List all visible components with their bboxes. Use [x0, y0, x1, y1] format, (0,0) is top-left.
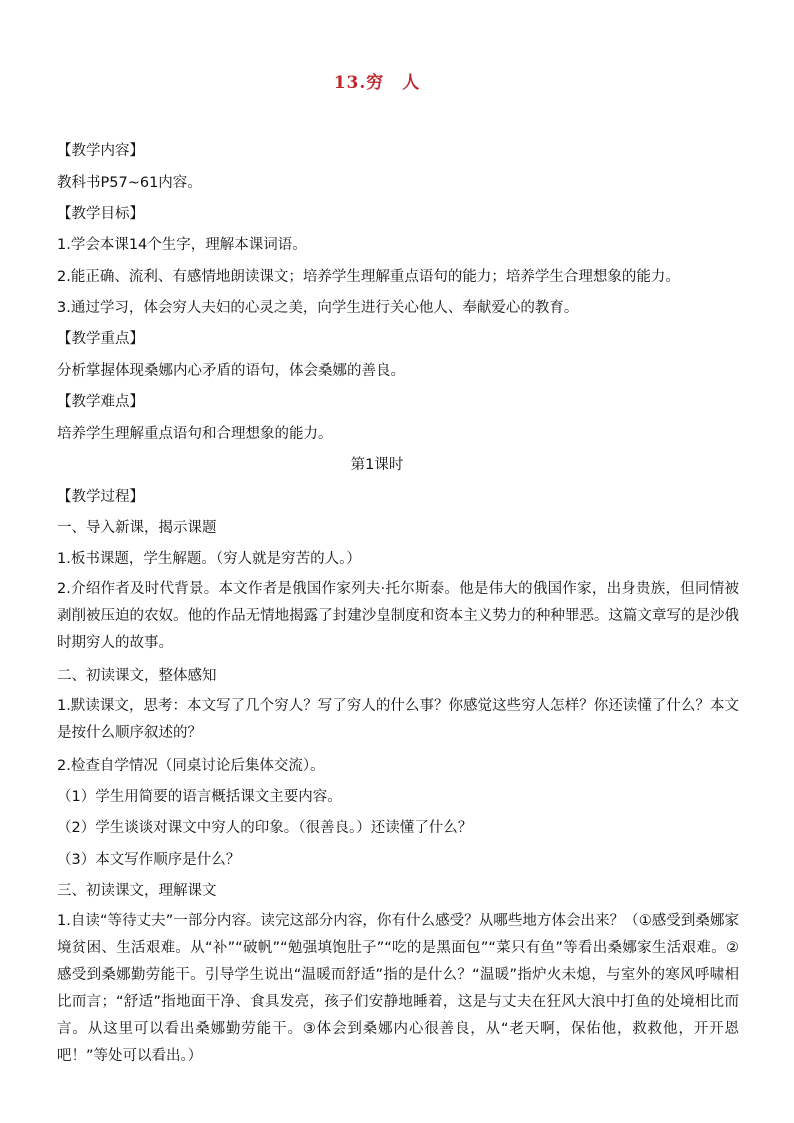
part-2-item-2: 2.检查自学情况（同桌讨论后集体交流）。	[57, 758, 325, 774]
part-2-sub-3: （3）本文写作顺序是什么？	[57, 852, 241, 868]
part-3-heading: 三、初读课文，理解课文	[57, 883, 217, 899]
teaching-content-text: 教科书P57~61内容。	[57, 175, 202, 191]
difficulty-heading: 【教学难点】	[57, 394, 144, 410]
part-2-sub-1: （1）学生用简要的语言概括课文主要内容。	[57, 789, 342, 805]
part-2-sub-2: （2）学生谈谈对课文中穷人的印象。（很善良。）还读懂了什么？	[57, 820, 473, 836]
teaching-content-heading: 【教学内容】	[57, 143, 144, 159]
part-2-item-1: 1.默读课文，思考：本文写了几个穷人？写了穷人的什么事？你感觉这些穷人怎样？你还读懂了什么？本文是按什么顺序叙述的？	[57, 698, 739, 741]
lesson-label: 第1课时	[350, 457, 404, 473]
key-points-text: 分析掌握体现桑娜内心矛盾的语句，体会桑娜的善良。	[57, 363, 405, 379]
part-1-item-2: 2.介绍作者及时代背景。本文作者是俄国作家列夫·托尔斯泰。他是伟大的俄国作家，出身贵族，但同情被剥削被压迫的农奴。他的作品无情地揭露了封建沙皇制度和资本主义势力的种种罪恶。这篇文章写的是沙俄时期穷人的故事。	[57, 581, 739, 651]
goal-item-3: 3.通过学习，体会穷人夫妇的心灵之美，向学生进行关心他人、奉献爱心的教育。	[57, 300, 579, 316]
teaching-goals-heading: 【教学目标】	[57, 206, 144, 222]
document-title: 13.穷 人	[333, 73, 421, 93]
difficulty-text: 培养学生理解重点语句和合理想象的能力。	[57, 426, 333, 442]
part-2-heading: 二、初读课文，整体感知	[57, 668, 217, 684]
key-points-heading: 【教学重点】	[57, 331, 144, 347]
goal-item-2: 2.能正确、流利、有感情地朗读课文；培养学生理解重点语句的能力；培养学生合理想象的能力。	[57, 269, 680, 285]
part-1-item-1: 1.板书课题，学生解题。（穷人就是穷苦的人。）	[57, 551, 361, 567]
process-heading: 【教学过程】	[57, 489, 144, 505]
part-3-item-1: 1.自读“等待丈夫”一部分内容。读完这部分内容，你有什么感受？从哪些地方体会出来？（①感受到桑娜家境贫困、生活艰难。从“补”“破帆”“勉强填饱肚子”“吃的是黑面包”“菜只有鱼”等看出桑娜家生活艰难。②感受到桑娜勤劳能干。引导学生说出“温暖而舒适”指的是什么？“温暖”指炉火未熄，与室外的寒风呼啸相比而言；“舒适”指地面干净、食具发亮，孩子们安静地睡着，这是与丈夫在狂风大浪中打鱼的处境相比而言。从这里可以看出桑娜勤劳能干。③体会到桑娜内心很善良，从“老天啊，保佑他，救救他，开开恩吧！”等处可以看出。）	[57, 913, 739, 1064]
goal-item-1: 1.学会本课14个生字，理解本课词语。	[57, 237, 307, 253]
part-1-heading: 一、导入新课，揭示课题	[57, 520, 217, 536]
